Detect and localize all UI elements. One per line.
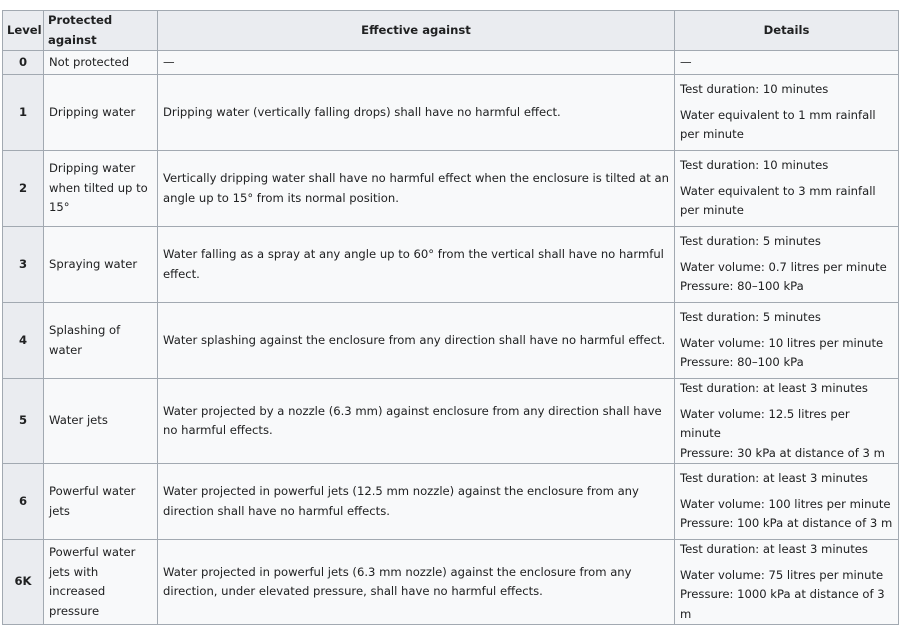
level-cell: 3 [3,227,44,303]
detail-line: Pressure: 80–100 kPa [680,355,804,370]
table-row [3,227,899,303]
detail-line: Pressure: 30 kPa at distance of 3 m [680,445,885,460]
effective-against-cell: Vertically dripping water shall have no harmful effect when the enclosure is tilted at an angle up to 15° from its normal position. [158,151,675,227]
details-cell [675,379,899,464]
details-cell [675,540,899,625]
details-cell [675,75,899,151]
detail-line: Water volume: 10 litres per minute [680,335,884,350]
table-row [3,540,899,625]
effective-against-cell: Water falling as a spray at any angle up to 60° from the vertical shall have no harmful effect. [158,227,675,303]
protected-against-cell: Not protected [44,51,158,75]
header-details: Details [675,11,899,51]
effective-against-cell: Dripping water (vertically falling drops) shall have no harmful effect. [158,75,675,151]
detail-line: Water equivalent to 3 mm rainfall per minute [680,183,876,218]
header-effective-against: Effective against [158,11,675,51]
table-row [3,75,899,151]
details-cell [675,464,899,540]
details-cell [675,151,899,227]
level-cell: 6 [3,464,44,540]
detail-line: Water volume: 0.7 litres per minute [680,259,887,274]
effective-against-cell: Water splashing against the enclosure from any direction shall have no harmful effect. [158,303,675,379]
protected-against-cell: Dripping water when tilted up to 15° [44,151,158,227]
ip-water-protection-table [2,10,899,625]
effective-against-cell: Water projected in powerful jets (12.5 mm nozzle) against the enclosure from any direction shall have no harmful effects. [158,464,675,540]
level-cell: 0 [3,51,44,75]
table-row [3,379,899,464]
detail-line: Test duration: 5 minutes [680,234,821,249]
protected-against-cell: Splashing of water [44,303,158,379]
protected-against-cell: Powerful water jets [44,464,158,540]
detail-line: Water volume: 100 litres per minute [680,496,891,511]
effective-against-cell: — [158,51,675,75]
effective-against-cell: Water projected by a nozzle (6.3 mm) against enclosure from any direction shall have no harmful effects. [158,379,675,464]
level-cell: 5 [3,379,44,464]
level-cell: 6K [3,540,44,625]
details-cell [675,227,899,303]
table-header-row [3,11,899,51]
detail-line: Test duration: 5 minutes [680,310,821,325]
detail-line: Pressure: 1000 kPa at distance of 3 m [680,587,885,621]
level-cell: 2 [3,151,44,227]
detail-line: Test duration: at least 3 minutes [680,542,868,556]
protected-against-cell: Powerful water jets with increased pressure [44,540,158,625]
protected-against-cell: Dripping water [44,75,158,151]
header-level: Level [3,11,44,51]
table-row [3,464,899,540]
protected-against-cell: Water jets [44,379,158,464]
detail-line: Test duration: at least 3 minutes [680,471,868,486]
detail-line: Water equivalent to 1 mm rainfall per minute [680,107,876,142]
table-row [3,303,899,379]
detail-line: Water volume: 12.5 litres per minute [680,406,850,440]
detail-line: — [680,54,692,69]
header-protected-against: Protected against [44,11,158,51]
detail-line: Test duration: 10 minutes [680,158,829,173]
effective-against-cell: Water projected in powerful jets (6.3 mm nozzle) against the enclosure from any direction, under elevated pressure, shall have no harmful effects. [158,540,675,625]
protected-against-cell: Spraying water [44,227,158,303]
table-body [3,51,899,625]
details-cell [675,303,899,379]
detail-line: Pressure: 100 kPa at distance of 3 m [680,516,893,531]
detail-line: Test duration: at least 3 minutes [680,381,868,395]
detail-line: Test duration: 10 minutes [680,82,829,97]
table-row [3,151,899,227]
table-row [3,51,899,75]
level-cell: 4 [3,303,44,379]
level-cell: 1 [3,75,44,151]
detail-line: Pressure: 80–100 kPa [680,279,804,294]
detail-line: Water volume: 75 litres per minute [680,567,884,582]
details-cell [675,51,899,75]
